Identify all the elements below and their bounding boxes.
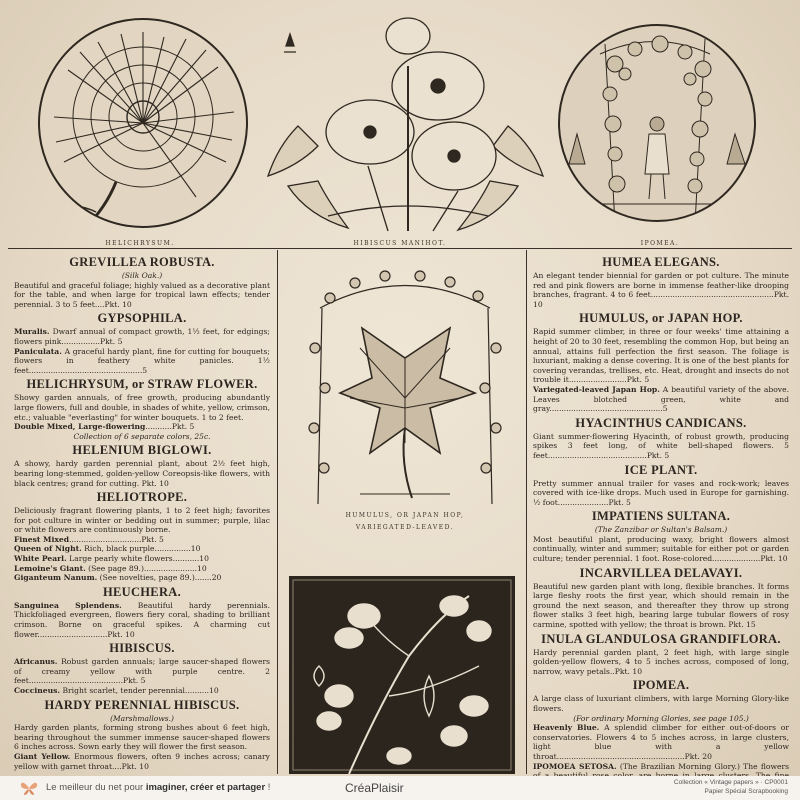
tagline-plain: Le meilleur du net pour <box>46 782 144 793</box>
heading-ipomea: IPOMEA. <box>632 678 690 693</box>
entry-muralis <box>14 327 270 346</box>
footer-bar <box>0 776 800 800</box>
name-coccineus: Coccineus. <box>14 686 61 695</box>
sweet-pea-illustration <box>289 576 515 774</box>
name-muralis: Muralis. <box>14 327 50 337</box>
text-heliotrope-item: (See novelties, page 89.).......20 <box>99 573 222 583</box>
heading-hibiscus: HIBISCUS. <box>109 641 175 656</box>
name-setosa: IPOMOEA SETOSA. <box>533 761 617 771</box>
name-africanus: Africanus. <box>14 657 58 667</box>
text-paniculata: A graceful hardy plant, fine for cutting for bouquets; flowers in feathery white panicles. 1½ feet...............................................5 <box>14 346 270 375</box>
right-column <box>533 253 789 790</box>
heading-impatiens: IMPATIENS SULTANA. <box>591 509 731 524</box>
text-incarvillea: Beautiful new garden plant with long, flexible branches. It forms large fleshy roots the first year, which should remain in the ground the next season, and thereafter they throw up strong flower stalks 3 feet high, bearing large tubular flowers of rosy carmine, spotted with yellow; the throat is brown. Pkt. 15 <box>533 581 789 630</box>
heading-gypsophila: GYPSOPHILA. <box>97 311 187 326</box>
heading-humea: HUMEA ELEGANS. <box>602 255 720 269</box>
heading-hyacinthus: HYACINTHUS CANDICANS. <box>575 415 747 430</box>
entry-heliotrope-item <box>14 554 270 564</box>
text-giant-yellow: Enormous flowers, often 9 inches across; canary yellow with garnet throat....Pkt. 10 <box>14 751 270 771</box>
entry-double-mixed <box>14 422 270 432</box>
text-helenium: A showy, hardy garden perennial plant, about 2½ feet high, bearing long-stemmed, golden-yellow Coreopsis-like flowers, with black centres; grand for cutting. Pkt. 10 <box>14 459 270 488</box>
text-helichrysum: Showy garden annuals, of free growth, producing abundantly large flowers, full and double, in shades of white, yellow, crimson, etc.; valuable "everlasting" for winter bouquets. 1 to 2 feet. <box>14 393 270 422</box>
entry-heliotrope-item <box>14 535 270 545</box>
ipomea-illustration <box>555 14 760 232</box>
name-double-mixed: Double Mixed, Large-flowering <box>14 422 146 432</box>
text-heliotrope-item: Rich, black purple...............10 <box>84 544 201 554</box>
left-column <box>14 253 270 771</box>
entry-giant-yellow <box>14 752 270 771</box>
name-variegated: Variegated-leaved Japan Hop. <box>533 384 660 394</box>
name-heliotrope-item: Queen of Night. <box>14 544 82 554</box>
text-grevillea: Beautiful and graceful foliage; highly valued as a decorative plant for the table, and when large for tropical lawn effects; tender perennial. 3 to 5 feet....Pkt. 10 <box>14 280 270 309</box>
top-rule <box>8 248 792 249</box>
name-heliotrope-item: Giganteum Nanum. <box>14 573 98 583</box>
text-impatiens: Most beautiful plant, producing waxy, bright flowers almost continually, winter and summer; suitable for either pot or garden culture; tender perennial. 1 foot. Rose-colored....................Pkt. 10 <box>533 534 789 564</box>
entry-variegated <box>533 385 789 414</box>
right-column-rule <box>526 250 527 774</box>
heading-helenium: HELENIUM BIGLOWI. <box>72 443 212 458</box>
heading-hardy-hibiscus: HARDY PERENNIAL HIBISCUS. <box>44 697 240 712</box>
text-variegated: A beautiful variety of the above. Leaves blotched green, white and gray...............................................5 <box>533 384 790 414</box>
note-helichrysum: Collection of 6 separate colors, 25c. <box>73 431 211 441</box>
name-giant-yellow: Giant Yellow. <box>14 751 71 761</box>
paper-type: Papier Spécial Scrapbooking <box>704 788 788 795</box>
text-heliotrope-item: ..............................Pkt. 5 <box>69 534 164 544</box>
heading-ice-plant: ICE PLANT. <box>624 462 698 477</box>
text-heliotrope: Deliciously fragrant flowering plants, 1 to 2 feet high; favorites for pot culture in winter or bedding out in summer; purple, lilac or white flowers are continuously borne. <box>14 506 270 535</box>
tagline-bold: imaginer, créer et partager <box>145 782 266 793</box>
entry-heliotrope-item <box>14 573 270 583</box>
caption-humulus-2: VARIEGATED-LEAVED. <box>355 524 455 531</box>
heading-grevillea: GREVILLEA ROBUSTA. <box>69 255 215 269</box>
entry-heliotrope-item <box>14 544 270 554</box>
text-coccineus: Bright scarlet, tender perennial..........10 <box>62 686 219 695</box>
name-heliotrope-item: Lemoine's Giant. <box>14 563 86 573</box>
text-africanus: Robust garden annuals; large saucer-shaped flowers of creamy yellow with purple centre. 2 feet.......................................Pkt. 5 <box>14 657 270 686</box>
entry-paniculata <box>14 347 270 376</box>
entry-heliotrope-item <box>14 564 270 574</box>
text-ipomea: A large class of luxuriant climbers, with large Morning Glory-like flowers. <box>533 694 789 713</box>
left-column-rule <box>277 250 278 774</box>
collection-name: Collection « Vintage papers » · CP0001 <box>673 779 788 786</box>
humulus-illustration <box>300 268 510 510</box>
entry-sanguinea <box>14 601 270 639</box>
collection-info <box>674 778 788 796</box>
caption-humulus-1: HUMULUS, OR JAPAN HOP, <box>345 512 465 519</box>
entry-heavenly-blue <box>533 723 789 761</box>
text-hardy-hibiscus: Hardy garden plants, forming strong bushes about 6 feet high, bearing throughout the summer immense saucer-shaped flowers 6 inches across. Sown early they will flower the first season. <box>14 723 270 752</box>
caption-ipomea: IPOMEA. <box>640 240 680 247</box>
brand-logo: CréaPlaisir <box>345 781 404 795</box>
text-sanguinea: Beautiful hardy perennials. Thickfoliaged evergreen, flowers fiery coral, shading to brilliant crimson. Borne on graceful spikes. A charming cut flower.............................Pkt. 10 <box>14 600 270 639</box>
text-hyacinthus: Giant summer-flowering Hyacinth, of robust growth, producing spikes 3 feet long, of white bell-shaped flowers. 5 feet.........................................Pkt. 5 <box>533 431 789 460</box>
text-ice-plant: Pretty summer annual trailer for vases and rock-work; leaves covered with ice-like drops. Much used in Europe for garnishing. ½ foot.....................Pkt. 5 <box>533 478 789 507</box>
hibiscus-illustration <box>258 6 550 238</box>
heading-helichrysum: HELICHRYSUM, or STRAW FLOWER. <box>26 377 258 392</box>
text-inula: Hardy perennial garden plant, 2 feet high, with large single golden-yellow flowers, 4 to 5 inches across, composed of long, narrow, wavy petals..Pkt. 10 <box>533 647 789 676</box>
name-sanguinea: Sanguinea Splendens. <box>14 600 122 610</box>
sub-impatiens: (The Zanzibar or Sultan's Balsam.) <box>594 525 728 535</box>
heading-heliotrope: HELIOTROPE. <box>96 490 188 505</box>
note-ipomea: (For ordinary Morning Glories, see page 105.) <box>573 713 749 723</box>
entry-africanus <box>14 657 270 686</box>
butterfly-icon <box>20 780 38 796</box>
tagline-end: ! <box>267 782 271 793</box>
text-double-mixed: ...........Pkt. 5 <box>145 422 195 432</box>
heading-humulus: HUMULUS, or JAPAN HOP. <box>579 311 743 326</box>
text-setosa: (The Brazilian Morning Glory.) The flowers <box>619 761 790 771</box>
entry-coccineus <box>14 686 270 696</box>
heading-inula: INULA GLANDULOSA GRANDIFLORA. <box>541 631 781 646</box>
caption-hibiscus: HIBISCUS MANIHOT. <box>353 240 447 247</box>
heading-incarvillea: INCARVILLEA DELAVAYI. <box>579 565 743 580</box>
sub-grevillea: (Silk Oak.) <box>121 271 163 280</box>
name-heliotrope-item: Finest Mixed <box>14 534 70 544</box>
text-heliotrope-item: (See page 89.)......................10 <box>88 563 207 573</box>
text-humea: An elegant tender biennial for garden or pot culture. The minute red and pink flowers are borne in immense feather-like drooping branches, fragrant. 4 to 6 feet...................................................Pkt. 10 <box>533 271 789 309</box>
sub-hardy-hibiscus: (Marshmallows.) <box>110 713 174 723</box>
name-paniculata: Paniculata. <box>14 346 62 356</box>
caption-helichrysum: HELICHRYSUM. <box>105 240 175 247</box>
footer-tagline <box>46 782 270 793</box>
text-humulus: Rapid summer climber, in three or four weeks' time attaining a height of 20 to 30 feet, resembling the common Hop, but being an annual, attains full perfection the first season. The foliage is luxuriant, making a dense covering. It is one of the best plants for covering verandas, trellises, etc. Heat, drought and insects do not trouble it........................Pkt. 5 <box>533 327 789 385</box>
text-muralis: Dwarf annual of compact growth, 1½ feet, for edgings; flowers pink................Pkt. 5 <box>14 327 270 346</box>
name-heliotrope-item: White Pearl. <box>14 554 67 564</box>
text-heavenly-blue: A splendid climber for either out-of-doors or conservatories. Flowers 4 to 5 inches across, in large clusters, light blue with a yellow throat.....................................................Pkt. 20 <box>533 723 789 761</box>
helichrysum-illustration <box>36 12 250 234</box>
name-heavenly-blue: Heavenly Blue. <box>533 723 600 733</box>
heading-heuchera: HEUCHERA. <box>102 584 182 599</box>
text-heliotrope-item: Large pearly white flowers...........10 <box>69 554 209 564</box>
